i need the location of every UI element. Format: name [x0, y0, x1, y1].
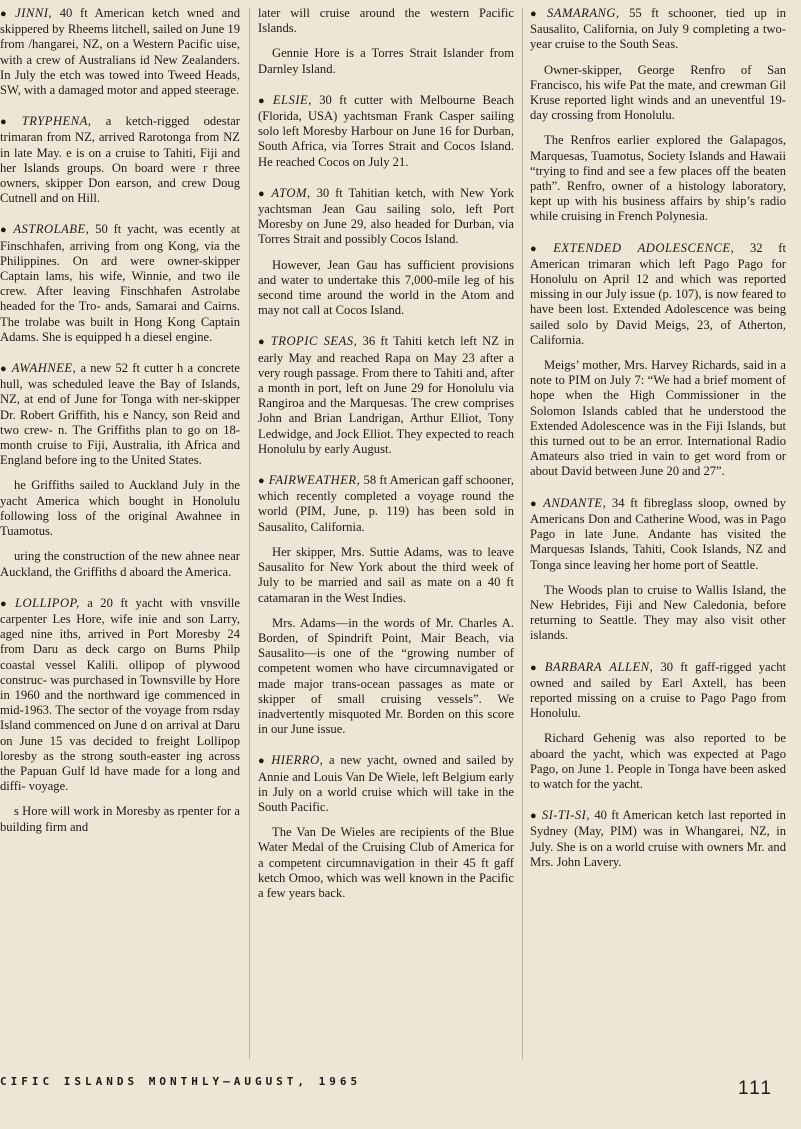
bullet-icon: ● [0, 8, 12, 20]
article-paragraph [0, 114, 240, 206]
vessel-name: BARBARA ALLEN, [544, 659, 654, 674]
bullet-icon: ● [0, 363, 8, 376]
article-paragraph: However, Jean Gau has sufficient provisions and water to undertake this 7,000-mile leg of his second time around the world in the Atom and may not call at Cocos Island. [258, 257, 514, 318]
article-paragraph [530, 660, 786, 722]
bullet-icon: ● [258, 475, 265, 488]
article-paragraph: The Renfros earlier explored the Galapagos, Marquesas, Tuamotus, Society Islands and Hawaii “trying to find and see a few places off the beaten path”. Renfro, owner of a histology laboratory, kept up with his business affairs by ship’s radio while cruising in French Polynesia. [530, 133, 786, 224]
column-3 [530, 6, 786, 1067]
article-paragraph [258, 753, 514, 815]
article-paragraph: Gennie Hore is a Torres Strait Islander from Darnley Island. [258, 46, 514, 76]
vessel-name: FAIRWEATHER, [268, 473, 361, 488]
article-paragraph [258, 473, 514, 535]
article-entry [258, 186, 514, 319]
article-paragraph: Meigs’ mother, Mrs. Harvey Richards, said in a note to PIM on July 7: “We had a brief moment of hope when the High Commissioner in the Solomon Islands cabled that he understood the Extended Adolescence was in the Fiji Islands, but this turned out to be an error. International Radio Amateurs also tried in vain to get word from or about David between June 20 and 27”. [530, 358, 786, 479]
article-entry [0, 114, 240, 206]
running-footer: CIFIC ISLANDS MONTHLY—AUGUST, 1965 [0, 1075, 362, 1088]
bullet-icon: ● [530, 661, 541, 674]
vessel-name: ELSIE, [272, 92, 312, 107]
article-text: 36 ft Tahiti ketch left NZ in early May and reached Rapa on May 23 after a very rough passage. From there to Tahiti and, after a month in port, left on June 29 for Honolulu via Rangiroa and the Marquesas. The crew comprises John and Brian Landrigan, Arthur Elliot, Tony Ledwidge, and Jock Elliot. They expected to reach Honolulu by early August. [258, 334, 514, 456]
article-entry [258, 753, 514, 901]
bullet-icon: ● [258, 94, 269, 107]
vessel-name: ANDANTE, [543, 495, 607, 510]
vessel-name: JINNI, [15, 6, 53, 20]
article-text: 40 ft American ketch wned and skippered by Rheems litchell, sailed on June 19 from /hangarei, NZ, on a Western Pacific uise, with a crew of Australians id New Zealanders. In July the etch was towed into Tweed Heads, SW, with a damaged motor and apped steerage. [0, 6, 240, 98]
vessel-name: LOLLIPOP, [14, 595, 80, 610]
vessel-name: SAMARANG, [546, 6, 620, 20]
article-entry [0, 596, 240, 835]
page-number: 111 [738, 1078, 773, 1099]
article-entry [530, 6, 786, 225]
article-entry [0, 222, 240, 345]
bullet-icon: ● [530, 8, 543, 20]
article-paragraph: Her skipper, Mrs. Suttie Adams, was to leave Sausalito for New York about the third week of July to be married and sail as mate on a 40 ft catamaran in the West Indies. [258, 544, 514, 605]
article-text: 50 ft yacht, was ecently at Finschhafen, arriving from ong Kong, via the Philippines. On ard were owner-skipper Captain lams, his wife, Winnie, and two ile crew. After leaving Finschhafen Astrolabe headed for the Tro- ands, Samarai and Cairns. The trolabe was built in Hong Kong Captain Adams. She is equipped h a diesel engine. [0, 222, 240, 344]
bullet-icon: ● [258, 336, 267, 349]
article-entry [258, 93, 514, 170]
article-paragraph [258, 186, 514, 248]
vessel-name: TROPIC SEAS, [270, 334, 358, 349]
article-paragraph [258, 6, 514, 36]
article-text: later will cruise around the western Pacific Islands. [258, 6, 514, 36]
vessel-name: TRYPHENA, [21, 114, 92, 129]
article-text: a 20 ft yacht with vnsville carpenter Les Hore, wife inie and son Larry, aged nine iths, arrived in Port Moresby 24 from Daru as deck cargo on Burns Philp coastal vessel Kalili. ollipop of plywood construc- was purchased in Townsville by Hore in 1960 and the northward ige commenced in mid-1963. The sector of the voyage from rsday Island commenced on June d on arrival at Daru on June 15 vas decided to freight Lollipop loresby as the strong south-easter ing across the Papuan Gulf ld have made for a long and diffi- voyage. [0, 595, 240, 794]
article-paragraph: Mrs. Adams—in the words of Mr. Charles A. Borden, of Spindrift Point, Mair Beach, via Sausalito—is one of the “growing number of competent women who have circumnavigated or made major trans-ocean passages as mate or skipper of small cruising vessels”. We inadvertently misquoted Mr. Borden on this score in our June issue. [258, 615, 514, 737]
article-paragraph [0, 361, 240, 468]
vessel-name: AWAHNEE, [11, 361, 77, 376]
article-paragraph: uring the construction of the new ahnee near Auckland, the Griffiths d aboard the America. [0, 549, 240, 579]
article-entry [530, 808, 786, 870]
article-entry [530, 241, 786, 480]
column-divider [522, 8, 523, 1059]
vessel-name: ATOM, [271, 185, 311, 200]
article-entry [258, 6, 514, 77]
article-paragraph [0, 6, 240, 98]
article-paragraph [0, 222, 240, 345]
vessel-name: HIERRO, [271, 753, 324, 768]
article-paragraph [258, 334, 514, 457]
article-paragraph [530, 808, 786, 870]
bullet-icon: ● [530, 242, 550, 255]
article-text: 30 ft gaff-rigged yacht owned and sailed by Earl Axtell, has been reported missing on a cruise to Pago Pago from Honolulu. [530, 659, 786, 721]
bullet-icon: ● [0, 116, 18, 129]
column-1 [0, 6, 240, 1067]
article-paragraph: Richard Gehenig was also reported to be aboard the yacht, which was expected at Pago Pago, on June 1. People in Tonga have been asked to watch for the yacht. [530, 731, 786, 791]
article-text: 30 ft Tahitian ketch, with New York yachtsman Jean Gau sailing solo, left Port Moresby on June 29, also headed for Durban, via Torres Strait and possibly Cocos Island. [258, 185, 514, 247]
article-paragraph [258, 93, 514, 170]
article-paragraph: The Woods plan to cruise to Wallis Island, the New Hebrides, Fiji and New Caledonia, before returning to Seattle. They may also visit other islands. [530, 582, 786, 643]
article-text: 58 ft American gaff schooner, which recently completed a voyage round the world (PIM, June, p. 119) has been sold in Sausalito, California. [258, 473, 514, 534]
column-2 [258, 6, 514, 1067]
article-text: 30 ft cutter with Melbourne Beach (Florida, USA) yachtsman Frank Casper sailing solo left Moresby Harbour on June 16 for Durban, South Africa, via Torres Strait and Cocos Island. He reached Cocos on July 21. [258, 92, 514, 169]
bullet-icon: ● [530, 497, 540, 510]
article-entry [258, 334, 514, 457]
article-paragraph [0, 596, 240, 795]
article-entry [530, 660, 786, 793]
article-entry [258, 473, 514, 737]
bullet-icon: ● [530, 810, 538, 823]
vessel-name: EXTENDED ADOLESCENCE, [553, 240, 735, 255]
article-entry [0, 6, 240, 98]
article-text: 32 ft American trimaran which left Pago Pago for Honolulu on April 12 and which was reported missing in our July issue (p. 107), is now feared to have been lost. Extended Adolescence was being sailed solo by David Meigs, 23, of Atherton, California. [530, 240, 786, 347]
article-paragraph: s Hore will work in Moresby as rpenter for a building firm and [0, 804, 240, 834]
article-paragraph [530, 241, 786, 348]
vessel-name: ASTROLABE, [13, 222, 90, 237]
article-entry [0, 361, 240, 580]
article-text: 55 ft schooner, tied up in Sausalito, California, on July 9 completing a two-year cruise to the South Seas. [530, 6, 786, 52]
article-text: a new yacht, owned and sailed by Annie and Louis Van De Wiele, left Belgium early in July on a world cruise which will take in the South Pacific. [258, 753, 514, 814]
article-paragraph: he Griffiths sailed to Auckland July in the yacht America which bought in Honolulu following loss of the original Awahnee in Tuamotus. [0, 478, 240, 539]
article-text: 34 ft fibreglass sloop, owned by Americans Don and Catherine Wood, was in Pago Pago in late June. Andante has visited the Marquesas Islands, Tahiti, Cook Islands, NZ and Tonga since leaving her home port of Seattle. [530, 495, 786, 572]
bullet-icon: ● [258, 187, 268, 200]
article-text: 40 ft American ketch last reported in Sydney (May, PIM) was in Whangarei, NZ, in July. She is on a world cruise with owners Mr. and Mrs. John Lavery. [530, 808, 786, 869]
article-paragraph: Owner-skipper, George Renfro of San Francisco, his wife Pat the mate, and crewman Gil Kruse reported light winds and an uneventful 19-day crossing from Honolulu. [530, 62, 786, 123]
vessel-name: SI-TI-SI, [541, 808, 591, 823]
article-entry [530, 496, 786, 644]
article-text: a ketch-rigged odestar trimaran from NZ, arrived Rarotonga from NZ in late May. e is on a cruise to Tahiti, Fiji and her Islands groups. On board were r three owners, skipper Don earson, and crew Doug Cutnell and on Hill. [0, 114, 240, 206]
bullet-icon: ● [0, 224, 10, 237]
article-paragraph [530, 496, 786, 573]
column-divider [249, 8, 250, 1059]
article-paragraph [530, 6, 786, 53]
article-text: a new 52 ft cutter h a concrete hull, was scheduled leave the Bay of Islands, NZ, at end of June for Tonga with ner-skipper Dr. Robert Griffith, his e Nancy, son Reid and two crew- n. The Griffiths plan to go on 18-month cruise to Fiji, Australia, ith Africa and England before ing to the United States. [0, 361, 240, 468]
bullet-icon: ● [258, 755, 268, 768]
article-paragraph: The Van De Wieles are recipients of the Blue Water Medal of the Cruising Club of America for a competent circumnavigation in their 45 ft gaff ketch Omoo, which was well known in the Pacific a few years back. [258, 825, 514, 900]
bullet-icon: ● [0, 597, 11, 610]
